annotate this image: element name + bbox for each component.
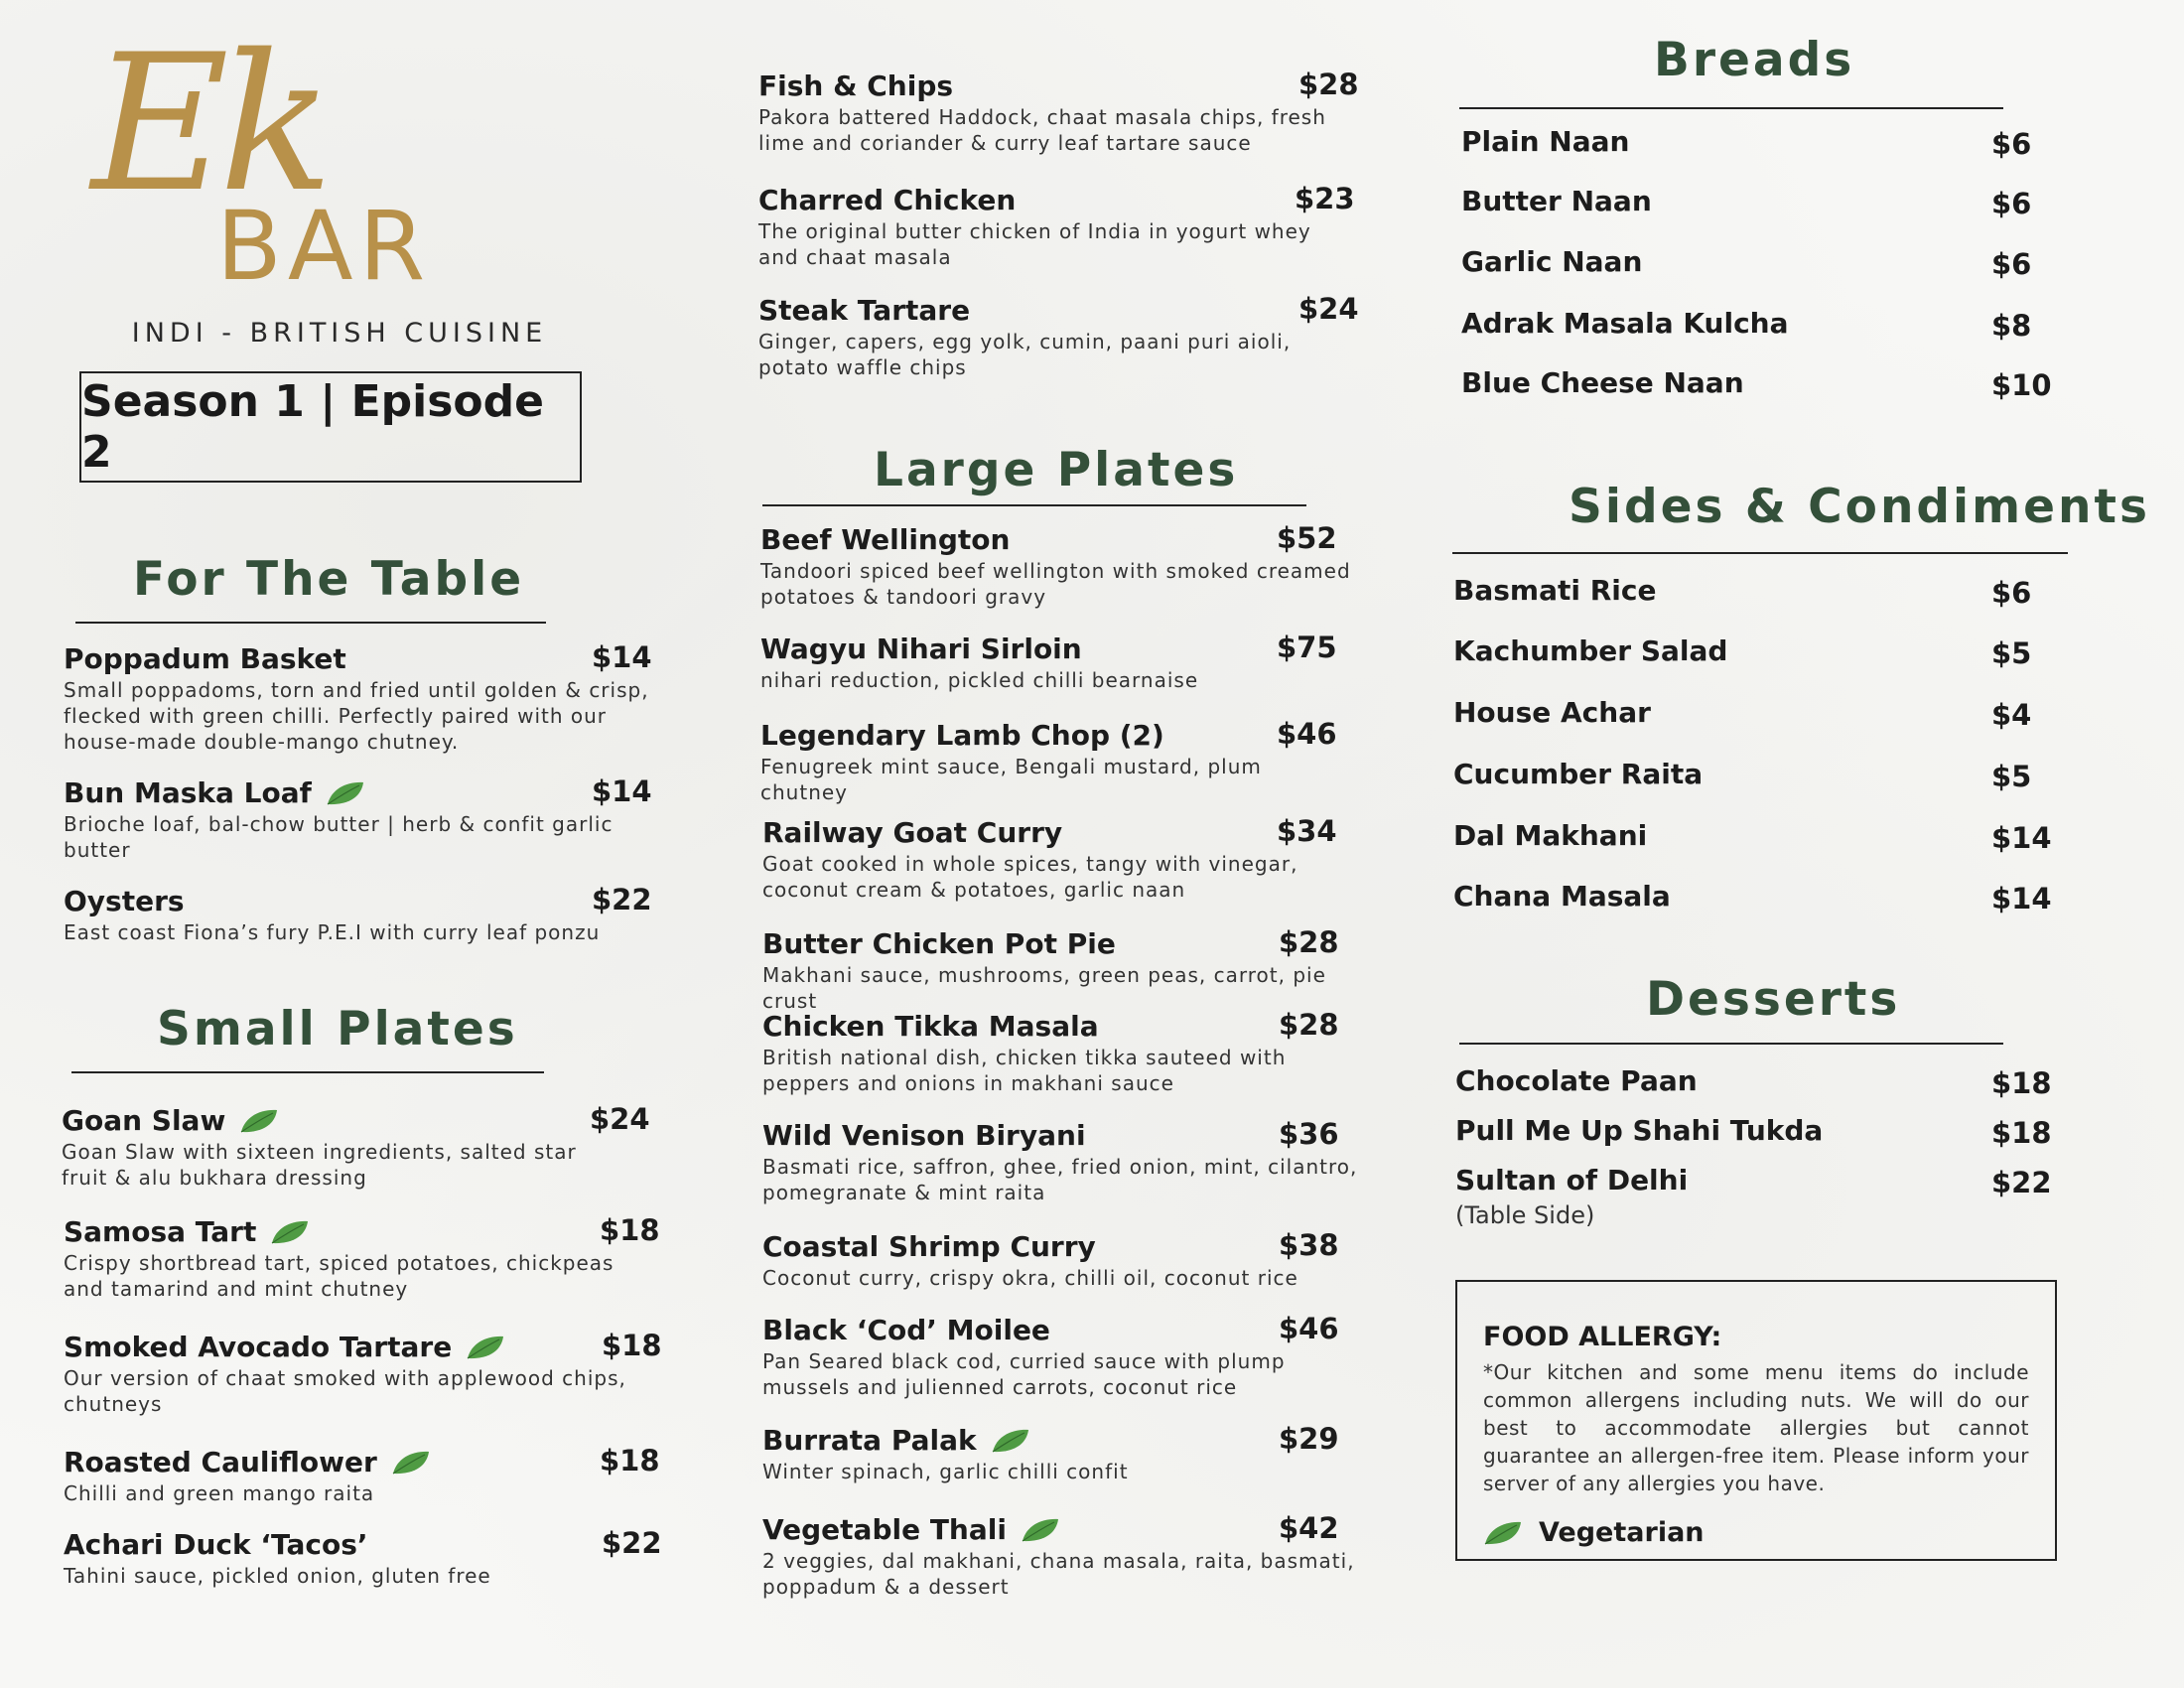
section-title-sides: Sides & Condiments <box>1569 480 2150 534</box>
menu-item-name <box>762 927 1116 960</box>
menu-item-price: $34 <box>1277 814 1337 848</box>
menu-item-name <box>62 1104 279 1137</box>
menu-item-description: Pakora battered Haddock, chaat masala chips, fresh lime and coriander & curry leaf tartare sauce <box>758 105 1326 155</box>
menu-item-name-text: Goan Slaw <box>62 1104 226 1137</box>
menu-item-description: 2 veggies, dal makhani, chana masala, raita, basmati, poppadum & a dessert <box>762 1549 1355 1599</box>
menu-item-description: Basmati rice, saffron, ghee, fried onion, mint, cilantro, pomegranate & mint raita <box>762 1155 1358 1204</box>
menu-item-price: $6 <box>1991 247 2032 281</box>
menu-item <box>64 642 659 755</box>
menu-item <box>64 885 659 945</box>
logo-script: Ek <box>91 14 324 233</box>
menu-item-price: $5 <box>1991 760 2032 793</box>
vegetarian-leaf-icon <box>239 1108 279 1134</box>
menu-item <box>64 776 659 863</box>
vegetarian-leaf-icon <box>991 1428 1030 1454</box>
menu-item-name-text: Roasted Cauliflower <box>64 1446 377 1478</box>
menu-item-name: Sultan of Delhi <box>1455 1164 1689 1196</box>
menu-item-price: $24 <box>590 1102 650 1136</box>
menu-item-name <box>758 294 970 327</box>
menu-item-price: $75 <box>1277 631 1337 664</box>
menu-item-name <box>762 1230 1096 1263</box>
menu-item-name <box>762 1513 1060 1546</box>
menu-item <box>760 719 1356 805</box>
menu-item-name-text: Smoked Avocado Tartare <box>64 1331 453 1363</box>
menu-item-name-text: Butter Chicken Pot Pie <box>762 927 1116 960</box>
tagline: INDI - BRITISH CUISINE <box>131 318 548 349</box>
menu-item-description: Our version of chaat smoked with applewood chips, chutneys <box>64 1366 626 1416</box>
menu-item-name: Kachumber Salad <box>1453 634 1728 667</box>
menu-item-name-text: Burrata Palak <box>762 1424 977 1457</box>
menu-item-description: East coast Fiona’s fury P.E.I with curry leaf ponzu <box>64 920 601 944</box>
menu-item-name-text: Samosa Tart <box>64 1215 257 1248</box>
menu-item-name: Cucumber Raita <box>1453 758 1704 790</box>
menu-item-name <box>64 1528 368 1561</box>
menu-item-price: $22 <box>1991 1166 2052 1199</box>
vegetarian-leaf-icon <box>326 780 365 806</box>
menu-item <box>760 633 1356 693</box>
menu-item-name-text: Coastal Shrimp Curry <box>762 1230 1096 1263</box>
menu-item-price: $38 <box>1279 1228 1339 1262</box>
menu-item-description: Chilli and green mango raita <box>64 1481 375 1505</box>
menu-item <box>64 1331 649 1417</box>
menu-item-name: Blue Cheese Naan <box>1461 366 1744 399</box>
vegetarian-leaf-icon <box>466 1335 505 1360</box>
menu-item-price: $18 <box>600 1213 660 1247</box>
menu-item-name-text: Bun Maska Loaf <box>64 776 312 809</box>
menu-item-name-text: Steak Tartare <box>758 294 971 327</box>
menu-item-price: $52 <box>1277 521 1337 555</box>
menu-item-description: nihari reduction, pickled chilli bearnaise <box>760 668 1199 692</box>
menu-item-description: Coconut curry, crispy okra, chilli oil, coconut rice <box>762 1266 1298 1290</box>
menu-item-description: The original butter chicken of India in yogurt whey and chaat masala <box>758 219 1311 269</box>
section-title-small-plates: Small Plates <box>157 1002 518 1056</box>
menu-item-price: $18 <box>1991 1066 2052 1100</box>
section-title-desserts: Desserts <box>1646 972 1901 1027</box>
menu-item-name-text: Legendary Lamb Chop (2) <box>760 719 1164 752</box>
menu-item-name-text: Beef Wellington <box>760 523 1011 556</box>
menu-item-price: $36 <box>1279 1117 1339 1151</box>
vegetarian-leaf-icon <box>270 1219 310 1245</box>
menu-item-name <box>64 1446 431 1478</box>
menu-item-price: $46 <box>1279 1312 1339 1345</box>
menu-item-name-text: Achari Duck ‘Tacos’ <box>64 1528 368 1561</box>
menu-item-price: $6 <box>1991 187 2032 220</box>
menu-item-name: Garlic Naan <box>1461 245 1643 278</box>
menu-item-price: $18 <box>1991 1116 2052 1150</box>
menu-item-price: $14 <box>592 774 652 808</box>
menu-item-name <box>762 1010 1099 1043</box>
menu-item <box>758 184 1344 270</box>
leaf-icon <box>1483 1520 1523 1546</box>
menu-item <box>760 523 1356 610</box>
menu-item-description: Brioche loaf, bal-chow butter | herb & confit garlic butter <box>64 812 614 862</box>
season-box <box>79 371 582 483</box>
menu-item-name: Dal Makhani <box>1453 819 1648 852</box>
section-title-breads: Breads <box>1654 33 1855 87</box>
menu-item-name-text: Poppadum Basket <box>64 642 346 675</box>
menu-item <box>64 1528 649 1589</box>
menu-item-name: Butter Naan <box>1461 185 1652 217</box>
menu-item-name-text: Vegetable Thali <box>762 1513 1007 1546</box>
menu-item-name-text: Chicken Tikka Masala <box>762 1010 1099 1043</box>
vegetarian-label: Vegetarian <box>1539 1517 1705 1548</box>
menu-item-name: Chana Masala <box>1453 880 1671 913</box>
menu-item-description: Makhani sauce, mushrooms, green peas, carrot, pie crust <box>762 963 1326 1013</box>
divider <box>75 622 546 624</box>
menu-item-price: $23 <box>1295 182 1355 215</box>
menu-item-price: $18 <box>602 1329 662 1362</box>
menu-item-price: $46 <box>1277 717 1337 751</box>
menu-item-description: Winter spinach, garlic chilli confit <box>762 1460 1129 1483</box>
menu-item-description: Ginger, capers, egg yolk, cumin, paani puri aioli, potato waffle chips <box>758 330 1292 379</box>
menu-item-name <box>64 642 346 675</box>
menu-item <box>758 70 1344 156</box>
menu-item-price: $10 <box>1991 368 2052 402</box>
menu-item-description: Small poppadoms, torn and fried until golden & crisp, flecked with green chilli. Perfectly paired with our house-made double-mango chutney. <box>64 678 649 754</box>
menu-item <box>62 1104 627 1191</box>
menu-item-description: Tahini sauce, pickled onion, gluten free <box>64 1564 491 1588</box>
menu-item-price: $22 <box>602 1526 662 1560</box>
logo-main: BAR <box>216 191 432 302</box>
menu-item-name: Pull Me Up Shahi Tukda <box>1455 1114 1824 1147</box>
menu-item-price: $22 <box>592 883 652 916</box>
menu-item-name: Adrak Masala Kulcha <box>1461 307 1789 340</box>
menu-item-name-text: Oysters <box>64 885 185 917</box>
menu-item-description: Tandoori spiced beef wellington with smoked creamed potatoes & tandoori gravy <box>760 559 1351 609</box>
section-title-for-the-table: For The Table <box>133 552 525 607</box>
divider <box>1459 1043 2003 1045</box>
menu-item <box>64 1446 649 1506</box>
menu-item-name <box>762 816 1062 849</box>
menu-item-price: $28 <box>1279 1008 1339 1042</box>
menu-item-name: Basmati Rice <box>1453 574 1657 607</box>
divider <box>1452 552 2068 554</box>
vegetarian-leaf-icon <box>1021 1517 1060 1543</box>
menu-item-description: Crispy shortbread tart, spiced potatoes, chickpeas and tamarind and mint chutney <box>64 1251 614 1301</box>
menu-item-price: $14 <box>1991 821 2052 855</box>
menu-item-name <box>762 1314 1050 1346</box>
menu-item-name <box>64 776 365 809</box>
menu-item-name: Chocolate Paan <box>1455 1064 1698 1097</box>
menu-item-description: Goat cooked in whole spices, tangy with vinegar, coconut cream & potatoes, garlic naan <box>762 852 1298 902</box>
allergy-box <box>1455 1280 2057 1561</box>
menu-item-name <box>64 1331 505 1363</box>
menu-item-name <box>758 70 953 102</box>
menu-item-price: $8 <box>1991 309 2032 343</box>
menu-item-name <box>760 719 1164 752</box>
divider <box>71 1071 544 1073</box>
allergy-title: FOOD ALLERGY: <box>1483 1322 1722 1352</box>
section-title-large-plates: Large Plates <box>874 443 1239 497</box>
menu-item-name <box>762 1119 1086 1152</box>
menu-item-description: Pan Seared black cod, curried sauce with plump mussels and julienned carrots, coconut rice <box>762 1349 1286 1399</box>
menu-item-name <box>762 1424 1030 1457</box>
allergy-text: *Our kitchen and some menu items do include common allergens including nuts. We will do our best to accommodate allergies but cannot guarantee an allergen-free item. Please inform your server of any allergies you have. <box>1483 1360 2029 1495</box>
menu-item-name-text: Railway Goat Curry <box>762 816 1063 849</box>
menu-item-description: British national dish, chicken tikka sauteed with peppers and onions in makhani sauce <box>762 1046 1287 1095</box>
menu-item-note: (Table Side) <box>1455 1201 1595 1229</box>
menu-item-name <box>758 184 1016 216</box>
menu-item-price: $18 <box>600 1444 660 1477</box>
menu-item-name <box>760 523 1010 556</box>
menu-item-price: $28 <box>1298 68 1359 101</box>
vegetarian-leaf-icon <box>391 1450 431 1476</box>
menu-item-description: Goan Slaw with sixteen ingredients, salted star fruit & alu bukhara dressing <box>62 1140 577 1190</box>
menu-item-price: $6 <box>1991 576 2032 610</box>
menu-item-price: $24 <box>1298 292 1359 326</box>
menu-item-description: Fenugreek mint sauce, Bengali mustard, plum chutney <box>760 755 1262 804</box>
menu-item-price: $29 <box>1279 1422 1339 1456</box>
menu-item-price: $5 <box>1991 636 2032 670</box>
divider <box>762 504 1306 506</box>
menu-item-name: Plain Naan <box>1461 125 1630 158</box>
menu-item-name: House Achar <box>1453 696 1651 729</box>
menu-item-price: $6 <box>1991 127 2032 161</box>
menu-item-price: $4 <box>1991 698 2032 732</box>
menu-item-price: $42 <box>1279 1511 1339 1545</box>
menu-item-price: $14 <box>592 640 652 674</box>
menu-item-name-text: Black ‘Cod’ Moilee <box>762 1314 1050 1346</box>
menu-item-name <box>760 633 1082 665</box>
season-label: Season 1 | Episode 2 <box>81 376 544 478</box>
menu-item-name-text: Charred Chicken <box>758 184 1017 216</box>
menu-item-price: $28 <box>1279 925 1339 959</box>
vegetarian-legend <box>1483 1517 2029 1548</box>
menu-item-price: $14 <box>1991 882 2052 915</box>
menu-item <box>64 1215 649 1302</box>
menu-item-name-text: Fish & Chips <box>758 70 954 102</box>
menu-item-name <box>64 885 185 917</box>
divider <box>1459 107 2003 109</box>
menu-item-name <box>64 1215 310 1248</box>
menu-item <box>758 294 1344 380</box>
menu-item-name-text: Wild Venison Biryani <box>762 1119 1086 1152</box>
menu-item-name-text: Wagyu Nihari Sirloin <box>760 633 1082 665</box>
